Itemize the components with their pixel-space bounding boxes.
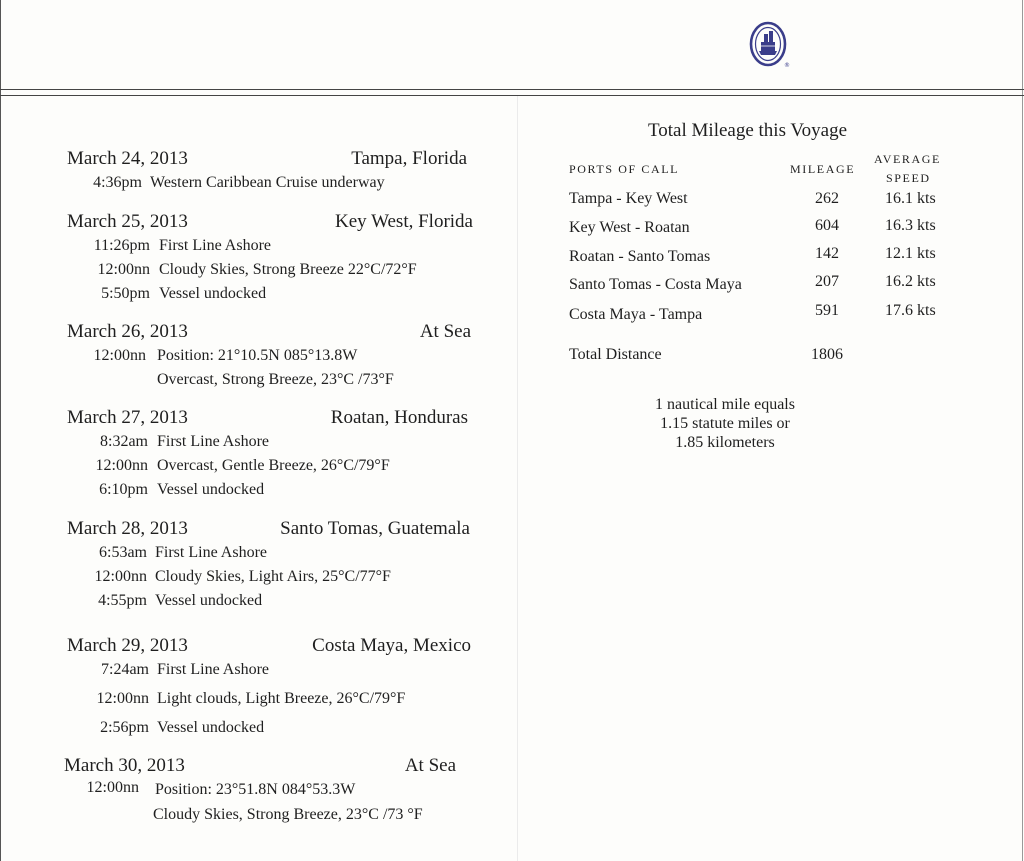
itinerary-day-3 bbox=[67, 321, 471, 395]
log-time: 7:24am bbox=[101, 661, 149, 678]
header-mileage: MILEAGE bbox=[790, 162, 856, 176]
day-place: Santo Tomas, Guatemala bbox=[280, 518, 470, 539]
log-entry bbox=[67, 285, 473, 309]
log-text: Position: 21°10.5N 085°13.8W bbox=[157, 347, 358, 364]
log-time: 12:00nn bbox=[93, 347, 146, 364]
log-text: Cloudy Skies, Light Airs, 25°C/77°F bbox=[155, 568, 391, 585]
log-entry bbox=[67, 237, 473, 261]
log-time: 11:26pm bbox=[93, 237, 150, 254]
day-date: March 24, 2013 bbox=[67, 148, 188, 169]
log-entry bbox=[67, 544, 470, 568]
header-rule-bottom bbox=[0, 95, 1024, 96]
log-text: Overcast, Strong Breeze, 23°C /73°F bbox=[157, 371, 394, 388]
route-speed: 16.1 kts bbox=[885, 190, 936, 207]
itinerary-day-2 bbox=[67, 211, 473, 309]
cruise-line-seal-icon bbox=[748, 18, 792, 70]
log-time: 5:50pm bbox=[101, 285, 150, 302]
log-entry bbox=[67, 592, 470, 616]
log-entry bbox=[67, 457, 468, 481]
day-place: At Sea bbox=[404, 755, 456, 776]
day-place: Costa Maya, Mexico bbox=[312, 635, 471, 656]
log-text: Light clouds, Light Breeze, 26°C/79°F bbox=[157, 690, 406, 707]
log-time: 12:00nn bbox=[94, 568, 147, 585]
log-entry bbox=[67, 661, 471, 690]
log-time: 6:53am bbox=[99, 544, 147, 561]
header-rule-top bbox=[0, 89, 1024, 90]
page-border-left bbox=[0, 0, 1, 861]
log-text: Cloudy Skies, Strong Breeze, 23°C /73 °F bbox=[153, 806, 423, 823]
log-entry bbox=[67, 719, 471, 748]
log-text: Overcast, Gentle Breeze, 26°C/79°F bbox=[157, 457, 390, 474]
log-text: Vessel undocked bbox=[157, 719, 265, 736]
route-name: Santo Tomas - Costa Maya bbox=[569, 276, 742, 293]
mileage-title: Total Mileage this Voyage bbox=[648, 120, 848, 141]
route-name: Key West - Roatan bbox=[569, 219, 690, 236]
route-mileage: 604 bbox=[815, 217, 839, 234]
route-speed: 16.3 kts bbox=[885, 217, 936, 234]
header-ports-of-call: PORTS OF CALL bbox=[569, 162, 680, 176]
log-time: 4:36pm bbox=[93, 174, 142, 191]
log-time: 12:00nn bbox=[95, 457, 148, 474]
route-speed: 17.6 kts bbox=[885, 302, 936, 319]
itinerary-day-7 bbox=[64, 755, 456, 830]
itinerary-day-5 bbox=[67, 518, 470, 616]
note-line: 1.85 kilometers bbox=[675, 434, 775, 451]
page-border-right bbox=[1022, 0, 1023, 861]
day-date: March 25, 2013 bbox=[67, 211, 188, 232]
log-entry bbox=[67, 568, 470, 592]
log-time: 4:55pm bbox=[98, 592, 147, 609]
log-text: Vessel undocked bbox=[155, 592, 263, 609]
route-name: Costa Maya - Tampa bbox=[569, 306, 703, 323]
itinerary-day-1 bbox=[67, 148, 467, 196]
nautical-mile-note bbox=[560, 395, 890, 452]
route-speed: 12.1 kts bbox=[885, 245, 936, 262]
log-entry-continued bbox=[67, 371, 471, 395]
log-entry-continued bbox=[64, 806, 456, 830]
route-mileage: 591 bbox=[815, 302, 839, 319]
route-name: Roatan - Santo Tomas bbox=[569, 248, 711, 265]
day-place: Roatan, Honduras bbox=[330, 407, 468, 428]
log-time: 2:56pm bbox=[100, 719, 149, 736]
log-text: Cloudy Skies, Strong Breeze 22°C/72°F bbox=[159, 261, 417, 278]
log-text: Western Caribbean Cruise underway bbox=[150, 174, 385, 191]
day-date: March 30, 2013 bbox=[64, 755, 185, 776]
log-text: First Line Ashore bbox=[155, 544, 267, 561]
log-time: 12:00nn bbox=[86, 779, 139, 796]
log-text: First Line Ashore bbox=[157, 433, 269, 450]
day-date: March 26, 2013 bbox=[67, 321, 188, 342]
total-distance-value: 1806 bbox=[811, 346, 843, 363]
log-text: First Line Ashore bbox=[159, 237, 271, 254]
note-line: 1 nautical mile equals bbox=[655, 396, 795, 413]
page-fold-line bbox=[517, 96, 518, 861]
day-place: At Sea bbox=[419, 321, 471, 342]
itinerary-day-4 bbox=[67, 407, 468, 505]
svg-text:®: ® bbox=[784, 62, 790, 69]
log-text: Position: 23°51.8N 084°53.3W bbox=[155, 781, 356, 798]
route-mileage: 207 bbox=[815, 273, 839, 290]
day-place: Key West, Florida bbox=[335, 211, 473, 232]
log-text: First Line Ashore bbox=[157, 661, 269, 678]
log-entry bbox=[67, 261, 473, 285]
log-text: Vessel undocked bbox=[157, 481, 265, 498]
log-entry bbox=[64, 781, 456, 806]
route-mileage: 262 bbox=[815, 190, 839, 207]
day-date: March 28, 2013 bbox=[67, 518, 188, 539]
log-time: 12:00nn bbox=[97, 261, 150, 278]
total-distance-label: Total Distance bbox=[569, 346, 662, 363]
log-entry bbox=[67, 433, 468, 457]
log-text: Vessel undocked bbox=[159, 285, 267, 302]
itinerary-day-6 bbox=[67, 635, 471, 748]
log-entry bbox=[67, 481, 468, 505]
header-speed: SPEED bbox=[886, 171, 931, 185]
route-mileage: 142 bbox=[815, 245, 839, 262]
day-date: March 27, 2013 bbox=[67, 407, 188, 428]
log-time: 8:32am bbox=[100, 433, 148, 450]
note-line: 1.15 statute miles or bbox=[660, 415, 790, 432]
log-entry bbox=[67, 347, 471, 371]
header-average: AVERAGE bbox=[874, 152, 941, 166]
day-date: March 29, 2013 bbox=[67, 635, 188, 656]
route-speed: 16.2 kts bbox=[885, 273, 936, 290]
day-place: Tampa, Florida bbox=[351, 148, 467, 169]
log-entry bbox=[67, 174, 467, 196]
route-name: Tampa - Key West bbox=[569, 190, 688, 207]
log-time: 6:10pm bbox=[99, 481, 148, 498]
log-entry bbox=[67, 690, 471, 719]
log-time: 12:00nn bbox=[96, 690, 149, 707]
